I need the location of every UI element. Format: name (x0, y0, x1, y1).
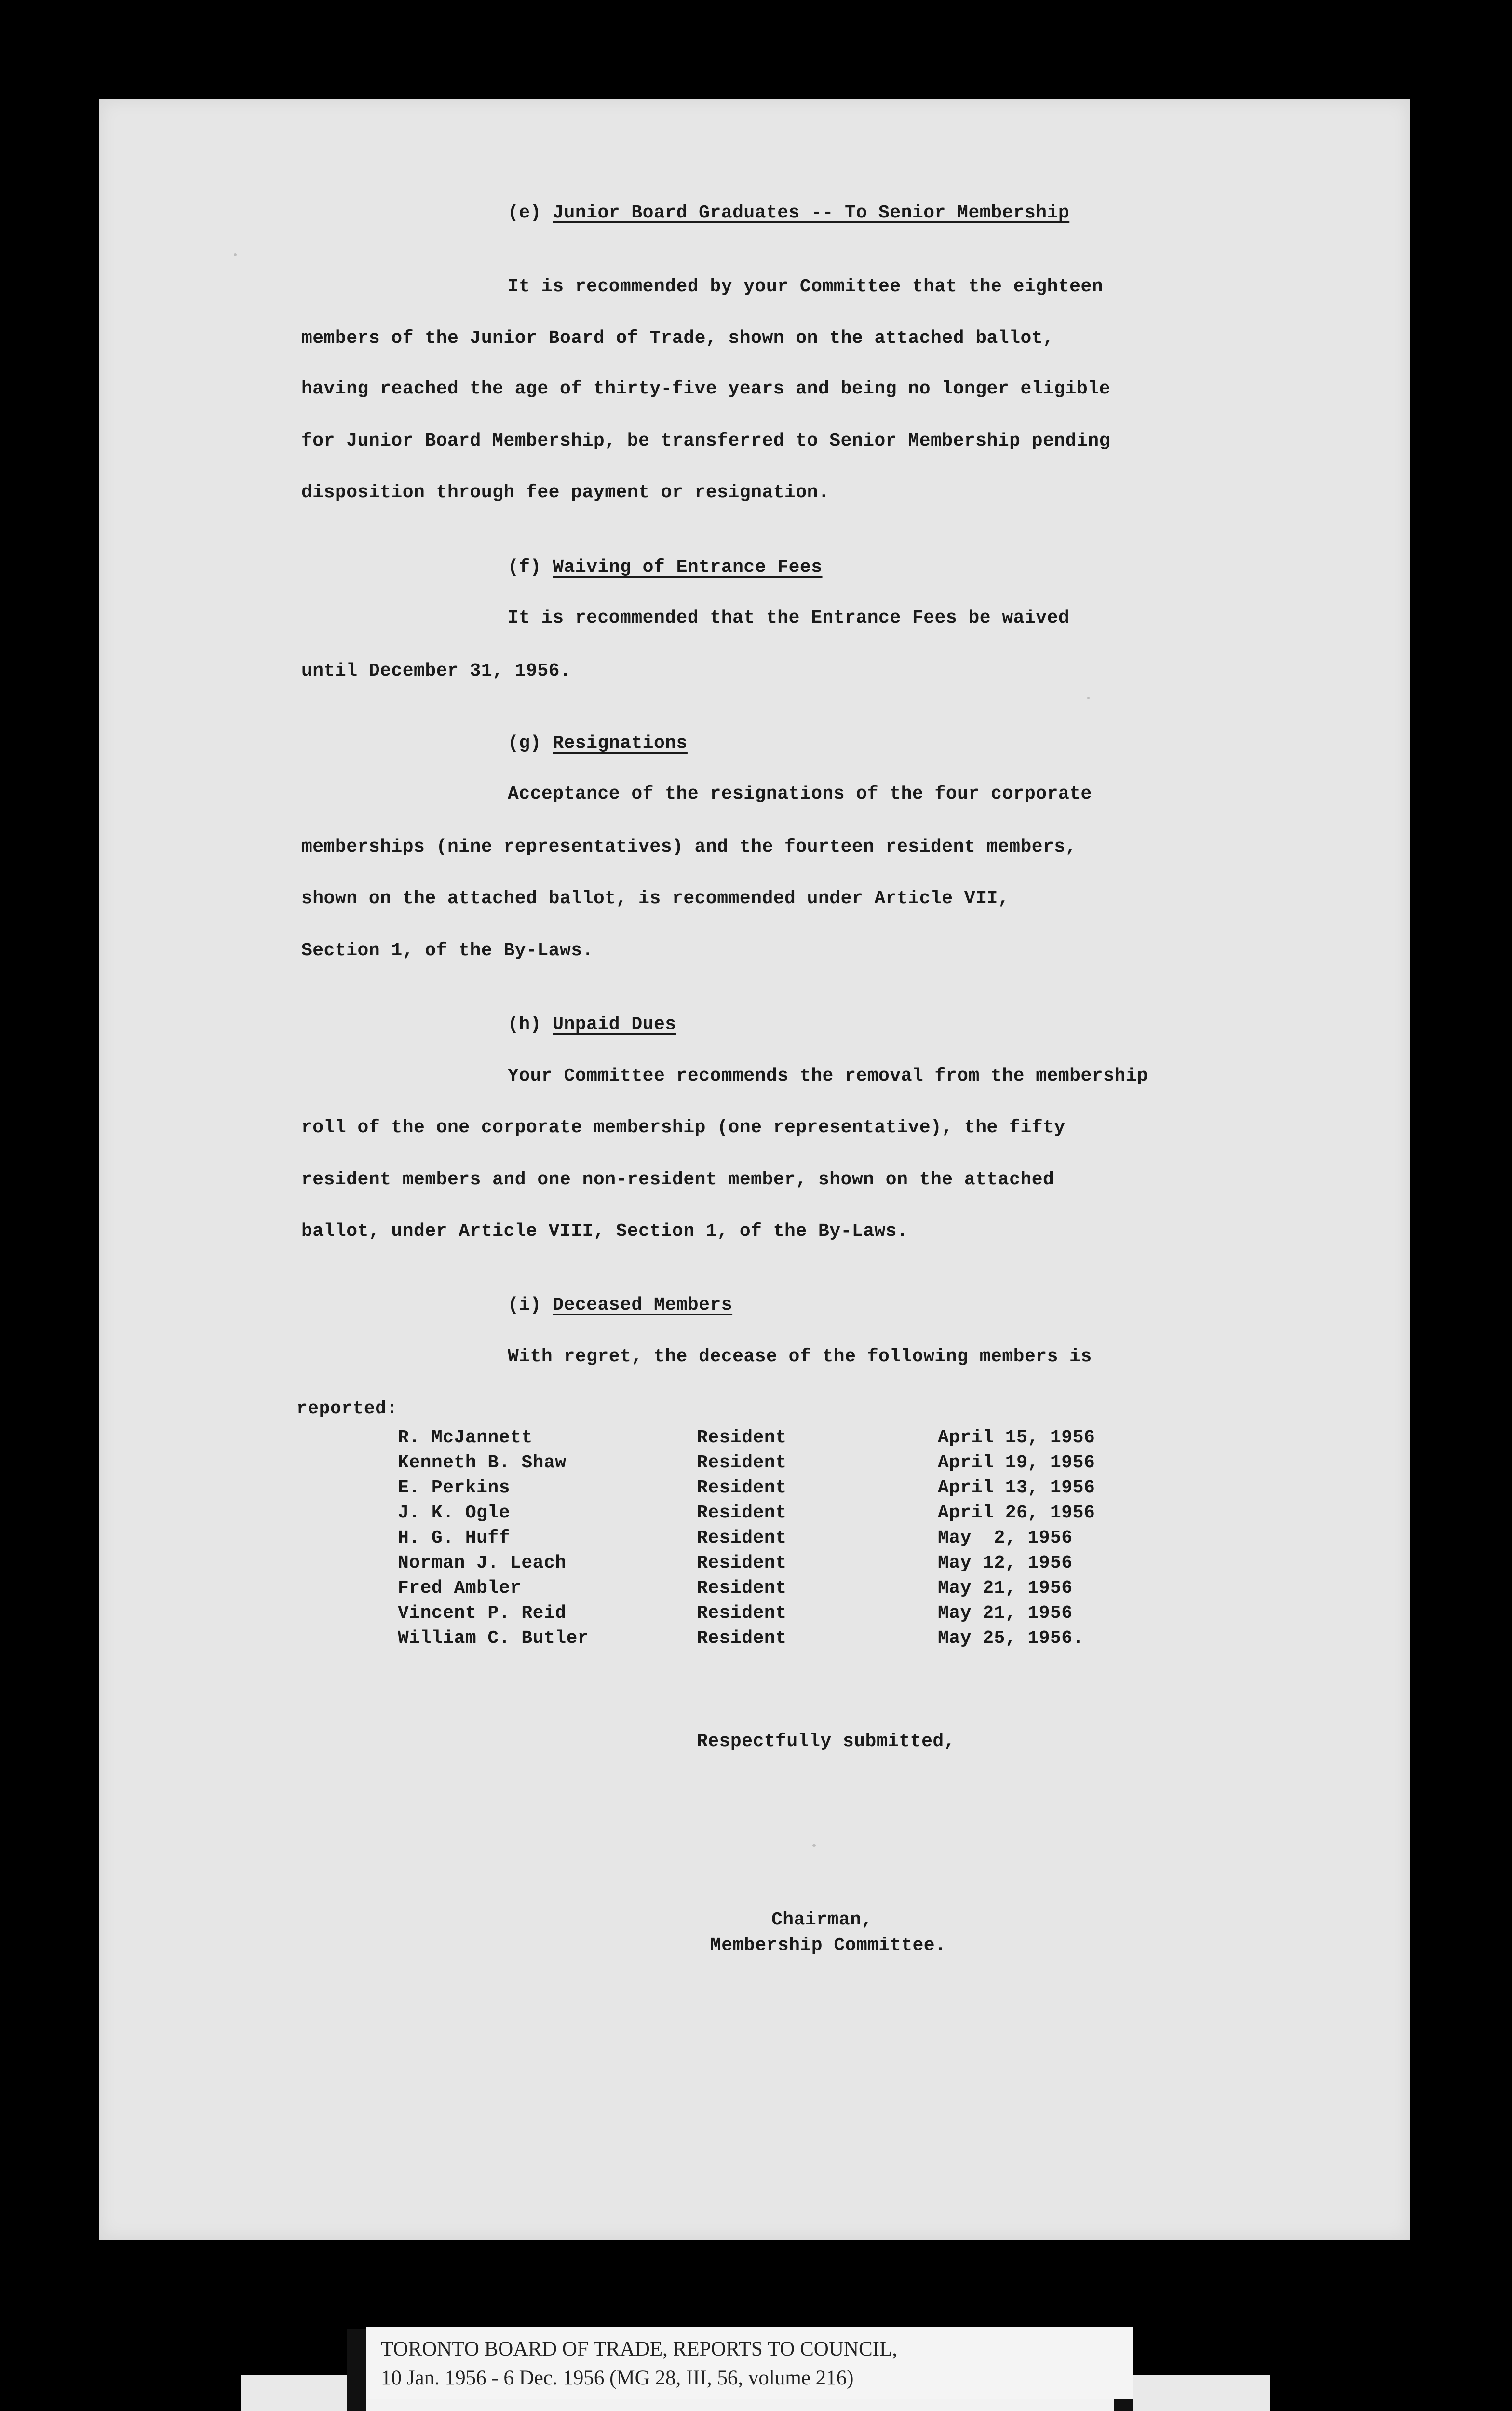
member-date: May 25, 1956. (938, 1628, 1084, 1649)
member-name: Fred Ambler (398, 1578, 522, 1598)
member-date: April 26, 1956 (938, 1503, 1095, 1523)
paragraph-g-line: shown on the attached ballot, is recommended under Article VII, (301, 888, 1010, 909)
member-type: Resident (697, 1628, 787, 1649)
heading-h-prefix: (h) (508, 1014, 541, 1035)
table-row (398, 1528, 1266, 1553)
archive-caption-line1: TORONTO BOARD OF TRADE, REPORTS TO COUNCIL, (381, 2338, 897, 2360)
paragraph-f-line: until December 31, 1956. (301, 661, 571, 681)
heading-g-title: Resignations (553, 733, 688, 754)
paragraph-g-line: Acceptance of the resignations of the four corporate (508, 784, 1092, 804)
paragraph-i-line: reported: (297, 1398, 398, 1419)
member-date: May 2, 1956 (938, 1528, 1073, 1548)
heading-i-title: Deceased Members (553, 1295, 733, 1315)
paragraph-g-line: Section 1, of the By-Laws. (301, 940, 594, 961)
paragraph-g-line: memberships (nine representatives) and the fourteen resident members, (301, 837, 1077, 857)
member-name: Vincent P. Reid (398, 1603, 567, 1624)
heading-h-title: Unpaid Dues (553, 1014, 676, 1035)
member-type: Resident (697, 1452, 787, 1473)
table-row (398, 1477, 1266, 1503)
heading-g (508, 733, 688, 754)
table-row (398, 1553, 1266, 1578)
paragraph-i-line: With regret, the decease of the following members is (508, 1346, 1092, 1367)
heading-f (508, 557, 823, 578)
paragraph-h-line: ballot, under Article VIII, Section 1, of the By-Laws. (301, 1221, 908, 1242)
table-row (398, 1452, 1266, 1477)
paragraph-e-line: having reached the age of thirty-five years and being no longer eligible (301, 379, 1110, 399)
member-type: Resident (697, 1477, 787, 1498)
scan-speck (812, 1844, 816, 1847)
member-type: Resident (697, 1578, 787, 1598)
member-name: Kenneth B. Shaw (398, 1452, 567, 1473)
paragraph-h-line: roll of the one corporate membership (one representative), the fifty (301, 1117, 1066, 1138)
member-name: E. Perkins (398, 1477, 511, 1498)
paragraph-h-line: resident members and one non-resident member, shown on the attached (301, 1169, 1054, 1190)
member-type: Resident (697, 1603, 787, 1624)
member-name: Norman J. Leach (398, 1553, 567, 1573)
respectfully-submitted: Respectfully submitted, (697, 1731, 955, 1752)
heading-h (508, 1014, 676, 1035)
scanned-page (99, 99, 1410, 2240)
member-name: R. McJannett (398, 1427, 533, 1448)
member-type: Resident (697, 1503, 787, 1523)
member-type: Resident (697, 1528, 787, 1548)
scan-speck (1087, 697, 1090, 699)
paragraph-e-line: for Junior Board Membership, be transferred to Senior Membership pending (301, 431, 1110, 451)
member-type: Resident (697, 1553, 787, 1573)
member-name: William C. Butler (398, 1628, 589, 1649)
member-date: May 21, 1956 (938, 1603, 1073, 1624)
archive-caption (381, 2335, 897, 2393)
paragraph-e-line: disposition through fee payment or resignation. (301, 482, 830, 503)
member-date: May 21, 1956 (938, 1578, 1073, 1598)
member-date: April 15, 1956 (938, 1427, 1095, 1448)
table-row (398, 1427, 1266, 1452)
paragraph-h-line: Your Committee recommends the removal from the membership (508, 1066, 1148, 1086)
paragraph-f-line: It is recommended that the Entrance Fees be waived (508, 608, 1070, 628)
table-row (398, 1503, 1266, 1528)
committee-title: Membership Committee. (710, 1935, 946, 1956)
paragraph-e-line: members of the Junior Board of Trade, shown on the attached ballot, (301, 328, 1054, 349)
paragraph-e-line: It is recommended by your Committee that the eighteen (508, 276, 1104, 297)
scan-speck (234, 253, 237, 256)
heading-g-prefix: (g) (508, 733, 541, 754)
heading-f-prefix: (f) (508, 557, 541, 578)
heading-f-title: Waiving of Entrance Fees (553, 557, 823, 578)
member-date: April 13, 1956 (938, 1477, 1095, 1498)
member-date: May 12, 1956 (938, 1553, 1073, 1573)
member-name: H. G. Huff (398, 1528, 511, 1548)
heading-e (508, 203, 1069, 223)
member-type: Resident (697, 1427, 787, 1448)
table-row (398, 1628, 1266, 1653)
table-row (398, 1603, 1266, 1628)
heading-e-prefix: (e) (508, 203, 541, 223)
member-date: April 19, 1956 (938, 1452, 1095, 1473)
member-name: J. K. Ogle (398, 1503, 511, 1523)
table-row (398, 1578, 1266, 1603)
heading-i-prefix: (i) (508, 1295, 541, 1315)
chairman-title: Chairman, (771, 1910, 873, 1930)
heading-i (508, 1295, 732, 1315)
archive-caption-line2: 10 Jan. 1956 - 6 Dec. 1956 (MG 28, III, 56, volume 216) (381, 2367, 854, 2389)
heading-e-title: Junior Board Graduates -- To Senior Membership (553, 203, 1070, 223)
